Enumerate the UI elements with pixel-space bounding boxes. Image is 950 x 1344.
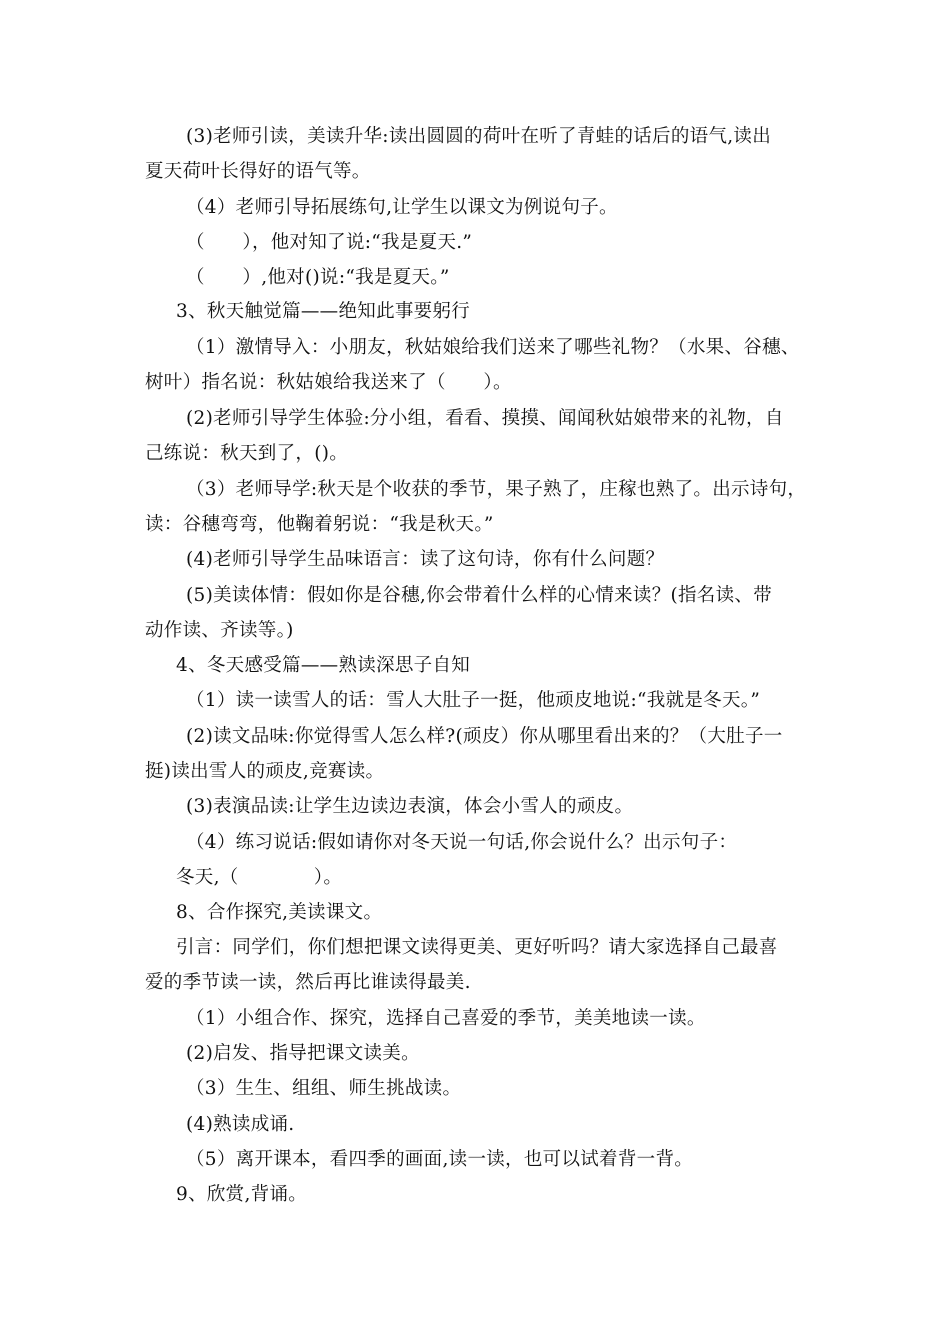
paragraph-line: (5)美读体情：假如你是谷穗,你会带着什么样的心情来读？(指名读、带 <box>186 585 773 606</box>
paragraph-line: 夏天荷叶长得好的语气等。 <box>145 161 371 182</box>
paragraph-line: 读：谷穗弯弯，他鞠着躬说：“我是秋天。” <box>145 514 494 535</box>
paragraph-line: （3）老师导学:秋天是个收获的季节，果子熟了，庄稼也熟了。出示诗句， <box>186 479 807 500</box>
paragraph-line: （5）离开课本，看四季的画面,读一读，也可以试着背一背。 <box>186 1149 694 1170</box>
paragraph-line: (3)老师引读，美读升华:读出圆圆的荷叶在听了青蛙的话后的语气,读出 <box>186 126 772 147</box>
paragraph-line: 己练说：秋天到了，()。 <box>145 443 349 464</box>
paragraph-line: 动作读、齐读等。) <box>145 620 294 641</box>
paragraph-line: （3）生生、组组、师生挑战读。 <box>186 1078 462 1099</box>
paragraph-line: (2)老师引导学生体验:分小组，看看、摸摸、闻闻秋姑娘带来的礼物，自 <box>186 408 784 429</box>
paragraph-line: 冬天,（ ）。 <box>176 867 343 888</box>
section-heading: 3、秋天触觉篇——绝知此事要躬行 <box>176 301 471 322</box>
paragraph-line: （4）老师引导拓展练句,让学生以课文为例说句子。 <box>186 197 618 218</box>
paragraph-line: （ ），他对知了说:“我是夏天.” <box>186 232 473 253</box>
paragraph-line: （1）激情导入：小朋友，秋姑娘给我们送来了哪些礼物？（水果、谷穗、 <box>186 337 800 358</box>
paragraph-line: 引言：同学们，你们想把课文读得更美、更好听吗？请大家选择自己最喜 <box>176 937 778 958</box>
paragraph-line: 爱的季节读一读，然后再比谁读得最美. <box>145 972 471 993</box>
paragraph-line: (2)启发、指导把课文读美。 <box>186 1043 420 1064</box>
paragraph-line: (3)表演品读:让学生边读边表演，体会小雪人的顽皮。 <box>186 796 634 817</box>
section-heading: 4、冬天感受篇——熟读深思子自知 <box>176 655 471 676</box>
paragraph-line: 树叶）指名说：秋姑娘给我送来了（ ）。 <box>145 372 512 393</box>
paragraph-line: （1）读一读雪人的话：雪人大肚子一挺，他顽皮地说:“我就是冬天。” <box>186 690 761 711</box>
paragraph-line: （1）小组合作、探究，选择自己喜爱的季节，美美地读一读。 <box>186 1008 706 1029</box>
paragraph-line: （ ）,他对()说:“我是夏天。” <box>186 267 450 288</box>
paragraph-line: （4）练习说话:假如请你对冬天说一句话,你会说什么？出示句子： <box>186 832 738 853</box>
paragraph-line: 挺)读出雪人的顽皮,竞赛读。 <box>145 761 385 782</box>
paragraph-line: (2)读文品味:你觉得雪人怎么样?(顽皮）你从哪里看出来的？（大肚子一 <box>186 726 783 747</box>
section-heading: 9、欣赏,背诵。 <box>176 1184 308 1205</box>
paragraph-line: (4)老师引导学生品味语言：读了这句诗，你有什么问题？ <box>186 549 665 570</box>
paragraph-line: (4)熟读成诵. <box>186 1114 295 1135</box>
section-heading: 8、合作探究,美读课文。 <box>176 902 383 923</box>
